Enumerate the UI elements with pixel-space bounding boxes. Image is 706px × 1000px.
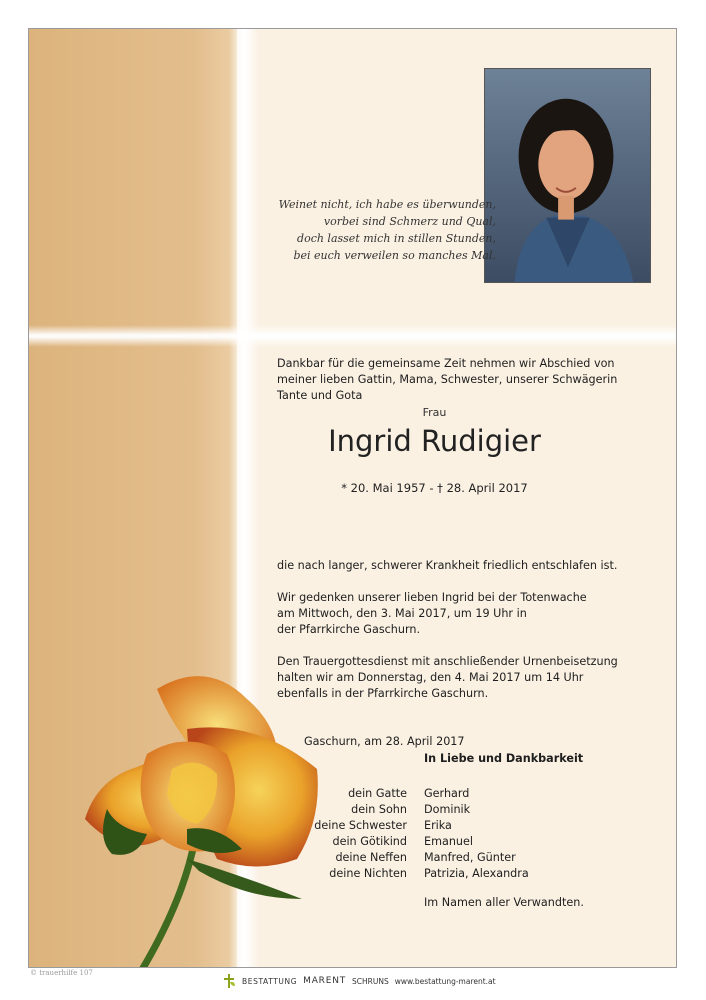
funeral-line: Den Trauergottesdienst mit anschließender Urnenbeisetzung <box>277 655 618 668</box>
wake-line: am Mittwoch, den 3. Mai 2017, um 19 Uhr in <box>277 607 527 620</box>
funeral-paragraph <box>277 654 618 702</box>
salutation: Frau <box>422 406 447 419</box>
portrait-photo <box>484 68 651 283</box>
wake-paragraph <box>277 590 587 638</box>
place-date: Gaschurn, am 28. April 2017 <box>304 735 465 748</box>
mourners-heading: In Liebe und Dankbarkeit <box>424 752 584 765</box>
poem-line: doch lasset mich in stillen Stunden, <box>297 232 496 245</box>
mourner-name: Manfred, Günter <box>424 851 516 864</box>
copyright-note: © trauerhilfe 107 <box>30 969 93 977</box>
poem-line: bei euch verweilen so manches Mal. <box>293 249 496 262</box>
wake-line: Wir gedenken unserer lieben Ingrid bei der Totenwache <box>277 591 587 604</box>
intro-line: meiner lieben Gattin, Mama, Schwester, unserer Schwägerin <box>277 373 618 386</box>
brand-name: MARENT <box>303 976 347 986</box>
funeral-line: halten wir am Donnerstag, den 4. Mai 2017 um 14 Uhr <box>277 671 584 684</box>
mourner-name: Emanuel <box>424 835 473 848</box>
mourner-name: Erika <box>424 819 452 832</box>
memorial-poem <box>236 196 496 264</box>
funeral-home-footer <box>222 972 496 990</box>
mourner-name: Dominik <box>424 803 471 816</box>
relation-label: dein Sohn <box>351 803 407 816</box>
mourner-names <box>424 786 529 882</box>
relation-label: deine Schwester <box>314 819 407 832</box>
website-link[interactable]: www.bestattung-marent.at <box>394 976 496 986</box>
wake-line: der Pfarrkirche Gaschurn. <box>277 623 421 636</box>
cross-light-horizontal <box>29 325 676 347</box>
deceased-name: Ingrid Rudigier <box>328 424 541 458</box>
intro-line: Tante und Gota <box>277 389 363 402</box>
intro-line: Dankbar für die gemeinsame Zeit nehmen wir Abschied von <box>277 357 615 370</box>
brand-location: SCHRUNS <box>352 976 389 986</box>
poem-line: Weinet nicht, ich habe es überwunden, <box>278 198 496 211</box>
cross-leaf-logo <box>222 973 236 989</box>
mourner-relations <box>230 786 407 882</box>
brand-name-wrap <box>303 976 346 986</box>
relation-label: dein Götikind <box>332 835 407 848</box>
relation-label: dein Gatte <box>348 787 407 800</box>
poem-line: vorbei sind Schmerz und Qual, <box>323 215 496 228</box>
intro-paragraph <box>277 356 617 404</box>
closing-line: Im Namen aller Verwandten. <box>424 896 584 909</box>
life-dates: * 20. Mai 1957 - † 28. April 2017 <box>341 481 528 495</box>
mourner-name: Gerhard <box>424 787 470 800</box>
brand-prefix: BESTATTUNG <box>242 976 298 986</box>
funeral-line: ebenfalls in der Pfarrkirche Gaschurn. <box>277 687 489 700</box>
passed-text: die nach langer, schwerer Krankheit friedlich entschlafen ist. <box>277 559 618 572</box>
relation-label: deine Nichten <box>329 867 407 880</box>
mourner-name: Patrizia, Alexandra <box>424 867 529 880</box>
relation-label: deine Neffen <box>335 851 407 864</box>
